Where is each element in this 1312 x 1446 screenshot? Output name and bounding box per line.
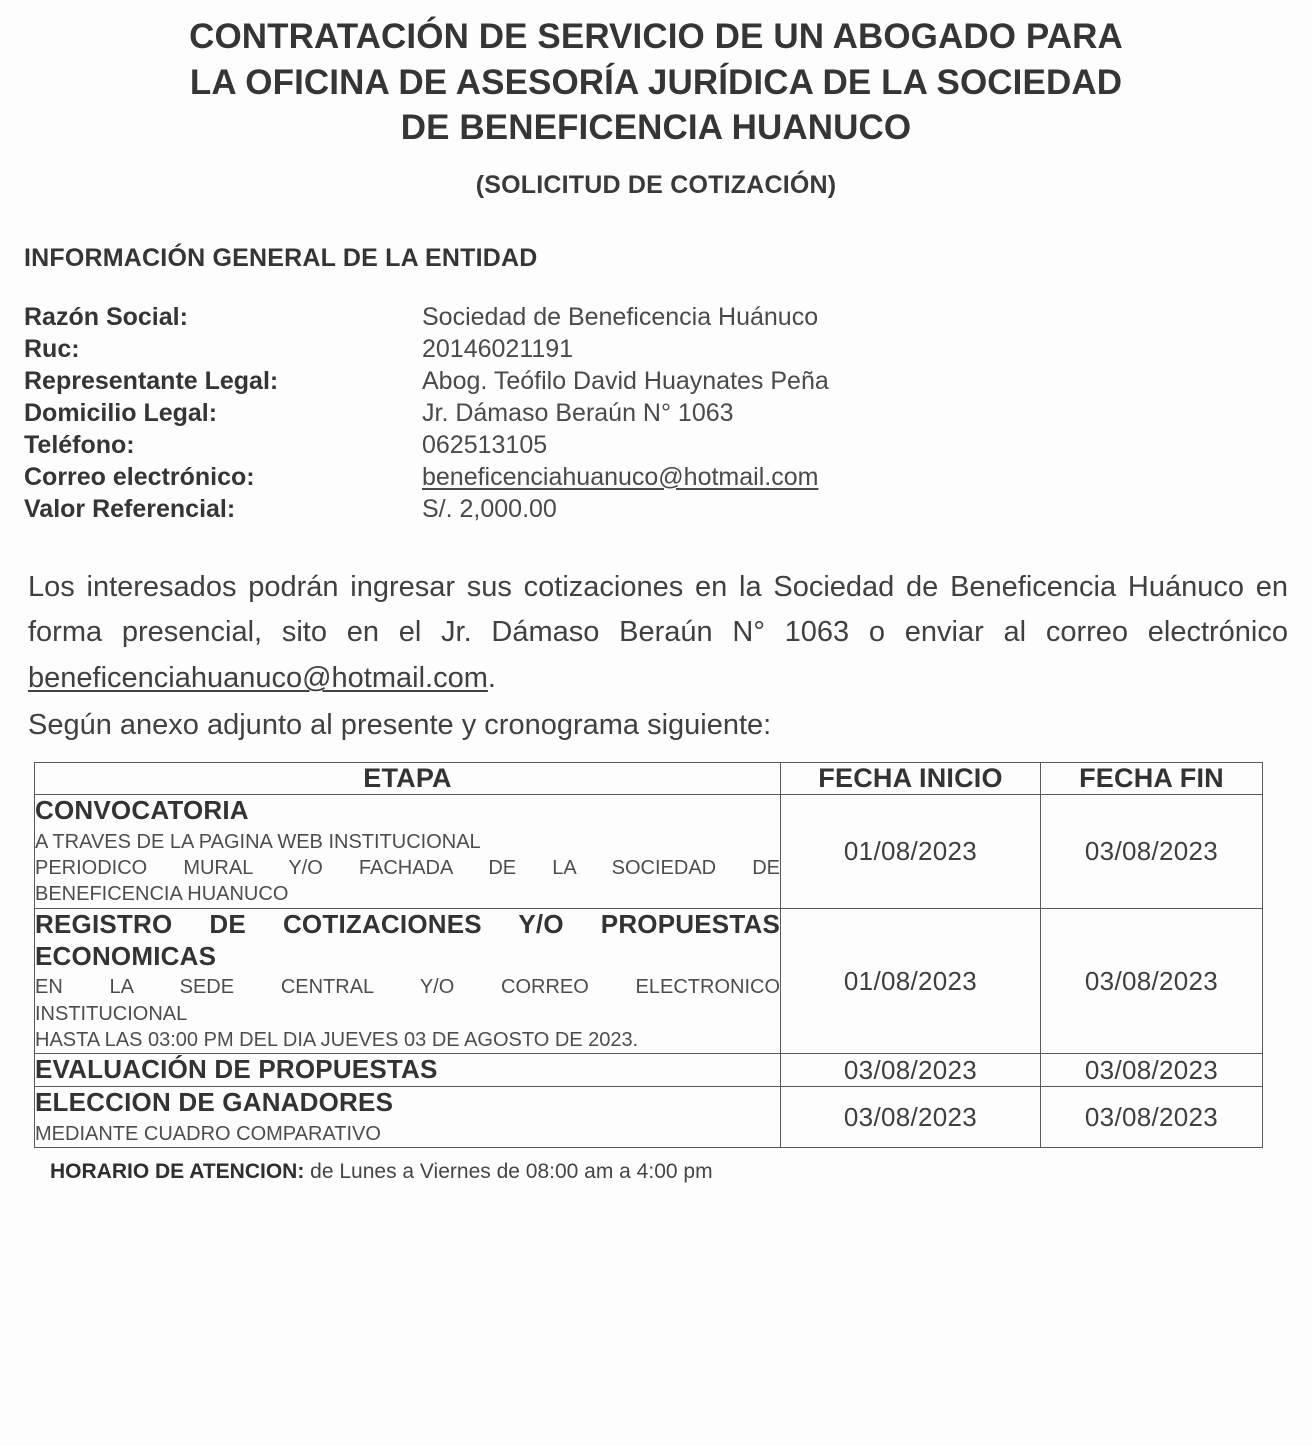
table-row	[35, 794, 1263, 908]
info-row-correo-electronico	[24, 463, 1312, 495]
schedule-table	[34, 762, 1263, 1148]
body-paragraph-email-link[interactable]: beneficenciahuanuco@hotmail.com	[28, 662, 488, 695]
cell-fecha-inicio: 03/08/2023	[781, 1087, 1041, 1148]
info-row-valor-referencial	[24, 495, 1312, 527]
cell-fecha-fin: 03/08/2023	[1041, 1087, 1263, 1148]
schedule-table-wrapper	[34, 762, 1262, 1148]
cell-fecha-inicio: 03/08/2023	[781, 1054, 1041, 1087]
page-title	[38, 14, 1274, 151]
cell-fecha-inicio: 01/08/2023	[781, 794, 1041, 908]
info-value: Abog. Teófilo David Huaynates Peña	[422, 366, 829, 395]
info-row-razon-social	[24, 303, 1312, 335]
footer-value: de Lunes a Viernes de 08:00 am a 4:00 pm	[304, 1160, 713, 1184]
page-title-line-2: LA OFICINA DE ASESORÍA JURÍDICA DE LA SOCIEDAD	[189, 62, 1123, 102]
column-header-fecha-inicio: FECHA INICIO	[781, 762, 1041, 794]
entity-info-list	[0, 303, 1312, 527]
etapa-title: ELECCION DE GANADORES	[35, 1087, 394, 1118]
etapa-detail-line: A TRAVES DE LA PAGINA WEB INSTITUCIONAL	[35, 830, 481, 853]
page-title-line-3: DE BENEFICENCIA HUANUCO	[400, 108, 912, 147]
etapa-title: EVALUACIÓN DE PROPUESTAS	[35, 1054, 438, 1085]
info-row-telefono	[24, 431, 1312, 463]
etapa-detail-line: EN LA SEDE CENTRAL Y/O CORREO ELECTRONICO	[35, 976, 780, 999]
info-label: Razón Social:	[24, 302, 188, 331]
etapa-detail-line: BENEFICENCIA HUANUCO	[35, 883, 289, 906]
column-header-etapa: ETAPA	[35, 762, 781, 794]
etapa-detail-line: PERIODICO MURAL Y/O FACHADA DE LA SOCIEDAD DE	[35, 857, 780, 880]
info-label: Valor Referencial:	[24, 494, 236, 523]
cell-etapa	[35, 908, 781, 1054]
etapa-detail	[35, 1121, 780, 1147]
info-row-ruc	[24, 335, 1312, 367]
body-paragraph-text-part-1: Los interesados podrán ingresar sus cotizaciones en la Sociedad de Beneficencia Huánuco en forma presencial, sito en el Jr. Dámaso Beraún N° 1063 o enviar al correo electrónico	[28, 570, 1288, 649]
page-subtitle: (SOLICITUD DE COTIZACIÓN)	[475, 170, 837, 199]
etapa-detail	[35, 974, 780, 1053]
info-row-domicilio-legal	[24, 399, 1312, 431]
etapa-detail	[35, 829, 780, 908]
info-label: Correo electrónico:	[24, 462, 255, 491]
column-header-fecha-fin: FECHA FIN	[1041, 762, 1263, 794]
footer-label: HORARIO DE ATENCION:	[50, 1160, 305, 1184]
cell-etapa	[35, 794, 781, 908]
info-value: Jr. Dámaso Beraún N° 1063	[422, 398, 734, 427]
cell-fecha-fin: 03/08/2023	[1041, 908, 1263, 1054]
info-row-representante-legal	[24, 367, 1312, 399]
info-label: Ruc:	[24, 334, 80, 363]
cell-etapa	[35, 1087, 781, 1148]
info-value: Sociedad de Beneficencia Huánuco	[422, 302, 819, 331]
cell-fecha-fin: 03/08/2023	[1041, 794, 1263, 908]
info-label: Domicilio Legal:	[24, 398, 218, 427]
info-label: Teléfono:	[24, 430, 135, 459]
table-header-row	[35, 762, 1263, 794]
info-value: 20146021191	[422, 334, 574, 363]
footer-attention-hours	[50, 1160, 1312, 1184]
etapa-detail-line: INSTITUCIONAL	[35, 1002, 188, 1025]
etapa-detail-line: MEDIANTE CUADRO COMPARATIVO	[35, 1122, 381, 1145]
etapa-title: CONVOCATORIA	[35, 794, 249, 825]
cell-fecha-inicio: 01/08/2023	[781, 908, 1041, 1054]
table-row	[35, 908, 1263, 1054]
info-value: S/. 2,000.00	[422, 494, 557, 523]
info-value-email-link[interactable]: beneficenciahuanuco@hotmail.com	[422, 462, 819, 491]
body-note: Según anexo adjunto al presente y cronograma siguiente:	[28, 708, 772, 741]
info-label: Representante Legal:	[24, 366, 279, 395]
page-title-line-1: CONTRATACIÓN DE SERVICIO DE UN ABOGADO PARA	[189, 17, 1123, 56]
cell-fecha-fin: 03/08/2023	[1041, 1054, 1263, 1087]
etapa-detail-line: HASTA LAS 03:00 PM DEL DIA JUEVES 03 DE AGOSTO DE 2023.	[35, 1029, 639, 1052]
table-row	[35, 1087, 1263, 1148]
etapa-title: REGISTRO DE COTIZACIONES Y/O PROPUESTAS ECONOMICAS	[35, 908, 780, 971]
body-paragraph	[28, 565, 1288, 702]
title-block	[0, 0, 1312, 200]
cell-etapa	[35, 1054, 781, 1087]
info-value: 062513105	[422, 430, 548, 459]
table-row	[35, 1054, 1263, 1087]
body-paragraph-text-part-2: .	[487, 662, 496, 695]
section-heading-general-info: INFORMACIÓN GENERAL DE LA ENTIDAD	[24, 243, 538, 272]
